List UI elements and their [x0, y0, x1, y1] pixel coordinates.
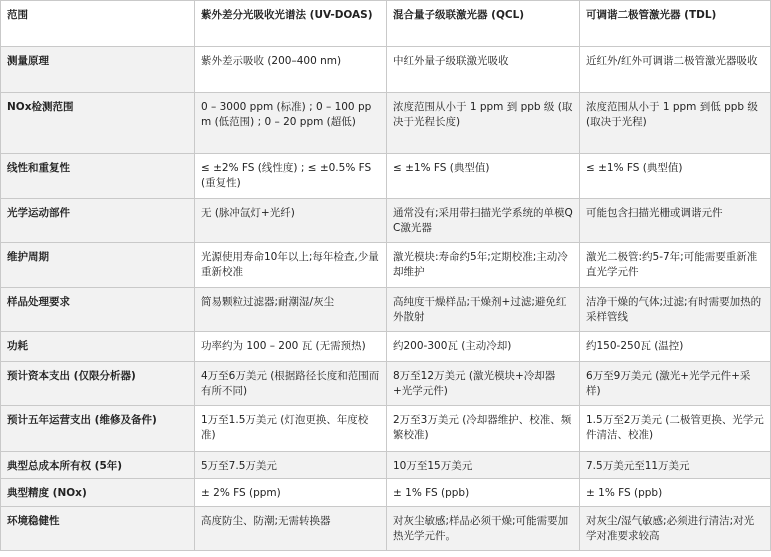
row-label: 环境稳健性: [1, 507, 195, 551]
table-cell: 光源使用寿命10年以上;每年检查,少量重新校准: [195, 243, 387, 288]
table-cell: 约150-250瓦 (温控): [580, 332, 771, 362]
table-row: [1, 288, 771, 332]
table-row: [1, 243, 771, 288]
row-label: 预计五年运营支出 (维修及备件): [1, 406, 195, 452]
header-cell-scope: 范围: [1, 1, 195, 47]
header-cell-qcl: 混合量子级联激光器 (QCL): [387, 1, 580, 47]
table-cell: 浓度范围从小于 1 ppm 到低 ppb 级 (取决于光程): [580, 93, 771, 154]
table-row: [1, 199, 771, 243]
table-cell: 无 (脉冲氙灯+光纤): [195, 199, 387, 243]
table-cell: 对灰尘/湿气敏感;必须进行清洁;对光学对准要求较高: [580, 507, 771, 551]
table-cell: 约200-300瓦 (主动冷却): [387, 332, 580, 362]
row-label: 典型总成本所有权 (5年): [1, 452, 195, 479]
table-cell: 通常没有;采用带扫描光学系统的单模QC激光器: [387, 199, 580, 243]
table-cell: 高纯度干燥样品;干燥剂+过滤;避免红外散射: [387, 288, 580, 332]
row-label: 光学运动部件: [1, 199, 195, 243]
table-row: [1, 362, 771, 406]
table-cell: 功率约为 100 – 200 瓦 (无需预热): [195, 332, 387, 362]
table-cell: 10万至15万美元: [387, 452, 580, 479]
table-cell: 1.5万至2万美元 (二极管更换、光学元件清洁、校准): [580, 406, 771, 452]
table-cell: 洁净干燥的气体;过滤;有时需要加热的采样管线: [580, 288, 771, 332]
row-label: 典型精度 (NOx): [1, 479, 195, 507]
table-cell: 激光模块:寿命约5年;定期校准;主动冷却维护: [387, 243, 580, 288]
header-cell-tdl: 可调谐二极管激光器 (TDL): [580, 1, 771, 47]
table-cell: 1万至1.5万美元 (灯泡更换、年度校准): [195, 406, 387, 452]
table-row: [1, 332, 771, 362]
table-cell: ± 1% FS (ppb): [580, 479, 771, 507]
table-row: [1, 479, 771, 507]
row-label: 测量原理: [1, 47, 195, 93]
table-cell: 7.5万美元至11万美元: [580, 452, 771, 479]
table-row: [1, 93, 771, 154]
row-label: 预计资本支出 (仅限分析器): [1, 362, 195, 406]
table-row: [1, 154, 771, 199]
table-cell: 可能包含扫描光栅或调谐元件: [580, 199, 771, 243]
table-cell: 0 – 3000 ppm (标准) ; 0 – 100 ppm (低范围) ; 0 – 20 ppm (超低): [195, 93, 387, 154]
table-cell: 浓度范围从小于 1 ppm 到 ppb 级 (取决于光程长度): [387, 93, 580, 154]
table-row: [1, 507, 771, 551]
header-cell-uv-doas: 紫外差分光吸收光谱法 (UV-DOAS): [195, 1, 387, 47]
table-cell: 8万至12万美元 (激光模块+冷却器+光学元件): [387, 362, 580, 406]
table-cell: 2万至3万美元 (冷却器维护、校准、频繁校准): [387, 406, 580, 452]
table-cell: 5万至7.5万美元: [195, 452, 387, 479]
table-cell: ± 1% FS (ppb): [387, 479, 580, 507]
table-row: [1, 452, 771, 479]
table-cell: 6万至9万美元 (激光+光学元件+采样): [580, 362, 771, 406]
row-label: 线性和重复性: [1, 154, 195, 199]
table-cell: 对灰尘敏感;样品必须干燥;可能需要加热光学元件。: [387, 507, 580, 551]
table-cell: ≤ ±2% FS (线性度) ; ≤ ±0.5% FS (重复性): [195, 154, 387, 199]
table-cell: ≤ ±1% FS (典型值): [387, 154, 580, 199]
table-cell: ± 2% FS (ppm): [195, 479, 387, 507]
table-header-row: [1, 1, 771, 47]
table-row: [1, 406, 771, 452]
row-label: 维护周期: [1, 243, 195, 288]
table-cell: 高度防尘、防潮;无需转换器: [195, 507, 387, 551]
table-cell: 紫外差示吸收 (200–400 nm): [195, 47, 387, 93]
table-cell: 4万至6万美元 (根据路径长度和范围而有所不同): [195, 362, 387, 406]
row-label: 功耗: [1, 332, 195, 362]
table-cell: ≤ ±1% FS (典型值): [580, 154, 771, 199]
row-label: 样品处理要求: [1, 288, 195, 332]
table-cell: 中红外量子级联激光吸收: [387, 47, 580, 93]
table-cell: 简易颗粒过滤器;耐潮湿/灰尘: [195, 288, 387, 332]
row-label: NOx检测范围: [1, 93, 195, 154]
table-cell: 近红外/红外可调谐二极管激光器吸收: [580, 47, 771, 93]
table-cell: 激光二极管:约5-7年;可能需要重新准直光学元件: [580, 243, 771, 288]
table-row: [1, 47, 771, 93]
